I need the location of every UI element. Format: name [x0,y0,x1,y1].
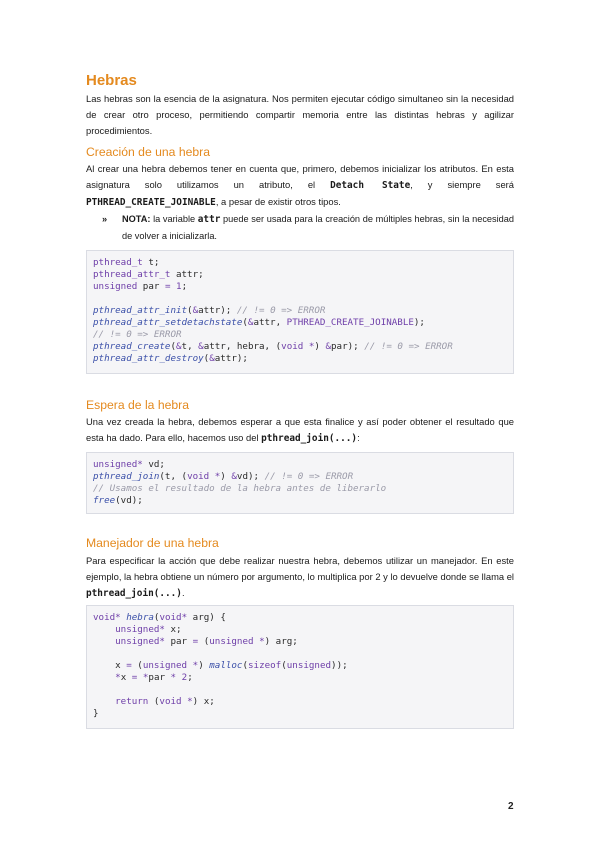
text-run: , a pesar de existir otros tipos. [215,196,341,207]
code-block-handler: void* hebra(void* arg) { unsigned* x; unsigned* par = (unsigned *) arg; x = (unsigned *) malloc(sizeof(unsigned)); *x = *par * 2; return (void *) x; } [86,605,514,729]
text-run: Para especificar la acción que debe realizar nuestra hebra, debemos utilizar un manejador. En este ejemplo, la hebra obtiene un número por argumento, lo multiplica por 2 y lo devuelve donde se llama el [86,555,514,582]
text-run: , y siempre será [410,179,515,190]
inline-code: Detach State [330,180,411,191]
text-run: Al crear una hebra debemos tener en cuenta que, primero, debemos inicializar los atributos. En esta asignatura solo utilizamos un atributo, el [86,163,514,190]
espera-paragraph [86,414,514,447]
intro-paragraph: Las hebras son la esencia de la asignatura. Nos permiten ejecutar código simultaneo sin la necesidad de crear otro proceso, permitiendo compartir memoria entre las distintas hebras y agilizar procedimientos. [86,93,514,136]
text-run: Una vez creada la hebra, debemos esperar a que esta finalice y así poder obtener el resultado que esta ha dado. Para ello, hacemos uso del [86,416,514,443]
page-title: Hebras [86,72,137,89]
manejador-paragraph [86,553,514,602]
code-block-create: pthread_t t; pthread_attr_t attr; unsigned par = 1; pthread_attr_init(&attr); // != 0 => ERROR pthread_attr_setdetachstate(&attr, PTHREAD_CREATE_JOINABLE); // != 0 => ERROR pthread_create(&t, &attr, hebra, (void *) &par); // != 0 => ERROR pthread_attr_destroy(&attr); [86,250,514,374]
page-number: 2 [508,801,514,812]
creacion-paragraph [86,161,514,211]
text-run: . [181,587,185,598]
bullet-marker: » [102,214,108,224]
text-run: puede ser usada para la creación de múltiples hebras, sin la necesidad de volver a inicializarla. [122,214,515,241]
inline-code: pthread_join(...) [261,433,358,444]
section-heading-creacion: Creación de una hebra [86,145,210,159]
note-label: NOTA: [122,214,151,224]
inline-code: PTHREAD_CREATE_JOINABLE [86,197,216,208]
text-run: : [357,432,360,443]
section-heading-manejador: Manejador de una hebra [86,536,219,550]
inline-code: attr [197,214,221,225]
section-heading-espera: Espera de la hebra [86,398,189,412]
code-block-join: unsigned* vd; pthread_join(t, (void *) &vd); // != 0 => ERROR // Usamos el resultado de la hebra antes de liberarlo free(vd); [86,452,514,514]
inline-code: pthread_join(...) [86,588,182,599]
text-run: la variable [150,214,198,224]
note-bullet [102,211,515,244]
